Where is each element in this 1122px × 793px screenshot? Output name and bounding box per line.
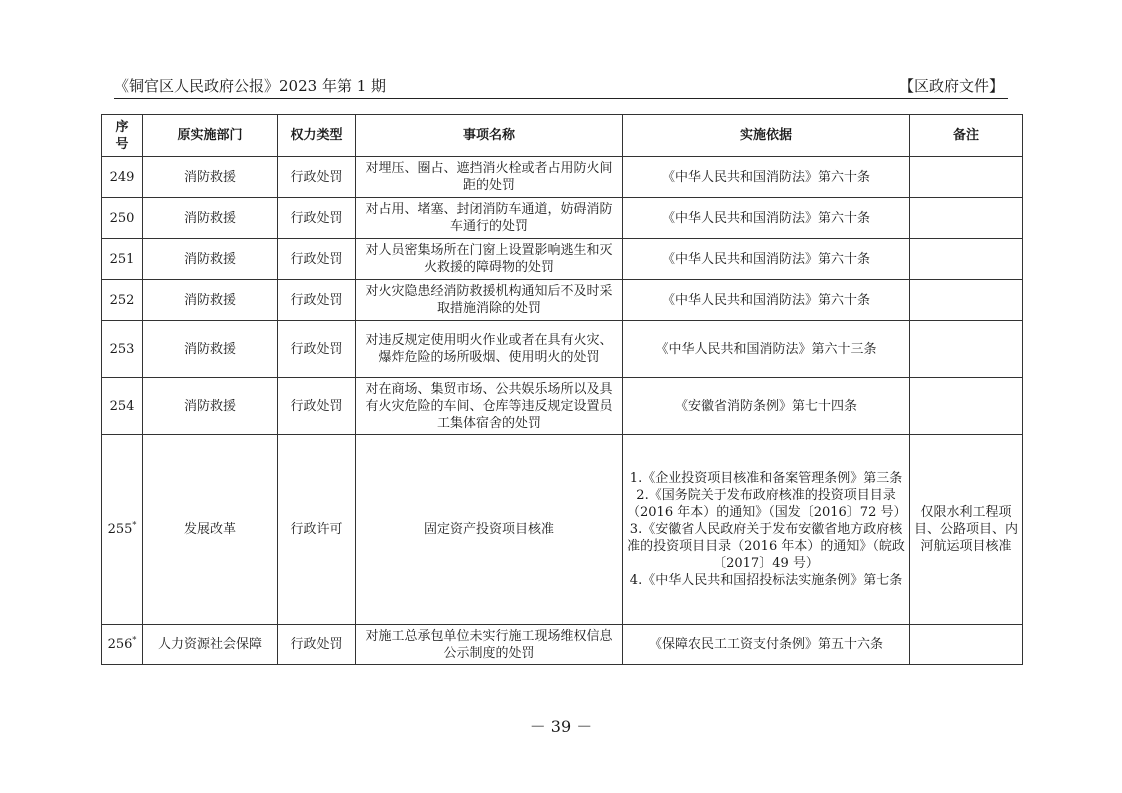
table-row (102, 280, 1023, 321)
row-type: 行政许可 (278, 435, 356, 625)
col-header-name: 事项名称 (356, 115, 623, 157)
row-dept: 消防救援 (143, 157, 278, 198)
row-dept: 消防救援 (143, 378, 278, 435)
basis-line: 3.《安徽省人民政府关于发布安徽省地方政府核准的投资项目目录（2016 年本）的通知》（皖政〔2017〕49 号） (627, 522, 905, 571)
row-basis (623, 321, 910, 378)
basis-line: 《安徽省消防条例》第七十四条 (674, 398, 857, 414)
table-row (102, 157, 1023, 198)
basis-line: 《保障农民工工资支付条例》第五十六条 (648, 637, 883, 652)
row-item-name: 固定资产投资项目核准 (356, 435, 623, 625)
row-type: 行政处罚 (278, 198, 356, 239)
table-row (102, 321, 1023, 378)
row-item-name: 对火灾隐患经消防救援机构通知后不及时采取措施消除的处罚 (356, 280, 623, 321)
row-type: 行政处罚 (278, 321, 356, 378)
row-basis (623, 625, 910, 665)
table-row (102, 198, 1023, 239)
row-type: 行政处罚 (278, 625, 356, 665)
row-type: 行政处罚 (278, 280, 356, 321)
page-header (114, 74, 1008, 99)
row-item-name: 对占用、堵塞、封闭消防车通道，妨碍消防车通行的处罚 (356, 198, 623, 239)
row-basis (623, 378, 910, 435)
basis-line: 4.《中华人民共和国招投标法实施条例》第七条 (629, 573, 903, 588)
row-basis (623, 198, 910, 239)
row-no: 255* (102, 435, 143, 625)
col-header-basis: 实施依据 (623, 115, 910, 157)
section-label: 【区政府文件】 (898, 77, 1004, 95)
page-number: － 39 － (529, 717, 593, 736)
row-basis (623, 435, 910, 625)
row-dept: 消防救援 (143, 239, 278, 280)
bulletin-title: 《铜官区人民政府公报》2023 年第 1 期 (114, 77, 387, 95)
table-row (102, 435, 1023, 625)
row-item-name: 对在商场、集贸市场、公共娱乐场所以及具有火灾危险的车间、仓库等违反规定设置员工集体宿舍的处罚 (356, 378, 623, 435)
row-no: 253 (102, 321, 143, 378)
table-row (102, 625, 1023, 665)
basis-line: 《中华人民共和国消防法》第六十条 (661, 292, 870, 308)
row-type: 行政处罚 (278, 157, 356, 198)
col-header-no: 序号 (102, 115, 143, 157)
row-item-name: 对埋压、圈占、遮挡消火栓或者占用防火间距的处罚 (356, 157, 623, 198)
row-note (910, 157, 1023, 198)
star-mark: * (132, 635, 137, 645)
row-dept: 发展改革 (143, 435, 278, 625)
col-header-dept: 原实施部门 (143, 115, 278, 157)
row-no: 254 (102, 378, 143, 435)
row-dept: 消防救援 (143, 198, 278, 239)
row-item-name: 对违反规定使用明火作业或者在具有火灾、爆炸危险的场所吸烟、使用明火的处罚 (356, 321, 623, 378)
row-note: 仅限水利工程项目、公路项目、内河航运项目核准 (910, 435, 1023, 625)
row-no: 252 (102, 280, 143, 321)
basis-line: 《中华人民共和国消防法》第六十三条 (655, 341, 877, 357)
row-basis (623, 280, 910, 321)
row-dept: 消防救援 (143, 280, 278, 321)
row-item-name: 对人员密集场所在门窗上设置影响逃生和灭火救援的障碍物的处罚 (356, 239, 623, 280)
star-mark: * (132, 520, 137, 530)
basis-line: 《中华人民共和国消防法》第六十条 (661, 210, 870, 226)
row-type: 行政处罚 (278, 239, 356, 280)
row-note (910, 321, 1023, 378)
row-note (910, 378, 1023, 435)
table-row (102, 239, 1023, 280)
row-dept: 消防救援 (143, 321, 278, 378)
basis-line: 1.《企业投资项目核准和备案管理条例》第三条 (629, 471, 903, 486)
col-header-type: 权力类型 (278, 115, 356, 157)
row-no: 251 (102, 239, 143, 280)
row-no: 256* (102, 625, 143, 665)
row-no: 249 (102, 157, 143, 198)
row-basis (623, 157, 910, 198)
power-list-table (101, 114, 1023, 665)
row-basis (623, 239, 910, 280)
row-item-name: 对施工总承包单位未实行施工现场维权信息公示制度的处罚 (356, 625, 623, 665)
row-dept: 人力资源社会保障 (143, 625, 278, 665)
basis-line: 2.《国务院关于发布政府核准的投资项目目录（2016 年本）的通知》（国发〔2016〕72 号） (627, 488, 907, 520)
row-note (910, 625, 1023, 665)
table-row (102, 378, 1023, 435)
row-type: 行政处罚 (278, 378, 356, 435)
row-note (910, 239, 1023, 280)
row-note (910, 198, 1023, 239)
basis-line: 《中华人民共和国消防法》第六十条 (661, 251, 870, 267)
row-no: 250 (102, 198, 143, 239)
row-note (910, 280, 1023, 321)
table-header-row (102, 115, 1023, 157)
basis-line: 《中华人民共和国消防法》第六十条 (661, 169, 870, 185)
col-header-note: 备注 (910, 115, 1023, 157)
